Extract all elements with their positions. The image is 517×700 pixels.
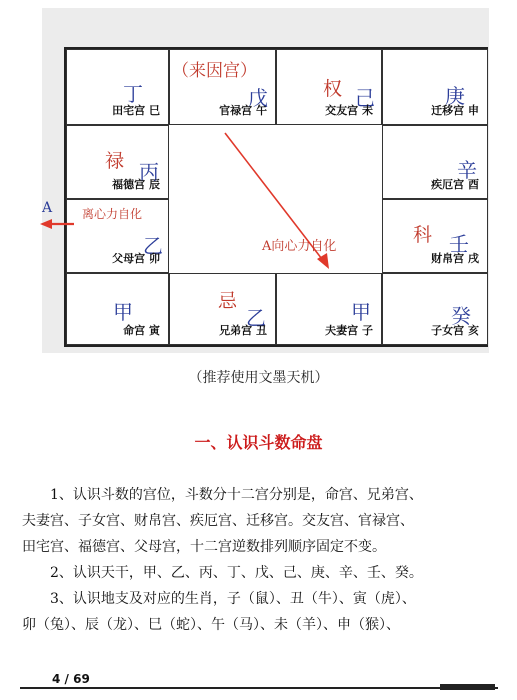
palace-label: 福德宫 辰 xyxy=(112,178,160,191)
outward-arrow-head xyxy=(40,219,52,229)
palace-label: 夫妻宫 子 xyxy=(325,324,373,337)
palace-label: 田宅宫 巳 xyxy=(112,104,160,117)
palace-label: 官禄宫 午 xyxy=(219,104,267,117)
heavenly-stem: 癸 xyxy=(451,304,471,328)
palace-fuqi xyxy=(276,273,382,345)
footer-rule xyxy=(20,687,498,689)
palace-label: 财帛宫 戌 xyxy=(431,252,479,265)
palace-label: 子女宫 亥 xyxy=(431,324,479,337)
palace-jiaoyou xyxy=(276,49,382,125)
paragraph-line: 2、认识天干，甲、乙、丙、丁、戊、己、庚、辛、壬、癸。 xyxy=(50,565,423,581)
palace-label: 交友宫 未 xyxy=(325,104,373,117)
palace-qianyi xyxy=(382,49,488,125)
paragraph-line: 夫妻宫、子女宫、财帛宫、疾厄宫、迁移宫。交友宫、官禄宫、 xyxy=(22,513,414,529)
center-self-label: A向心力自化 xyxy=(262,239,337,254)
palace-guanlu xyxy=(169,49,276,125)
figure-caption: （推荐使用文墨天机） xyxy=(188,370,329,386)
heavenly-stem: 丁 xyxy=(123,82,143,106)
heavenly-stem: 甲 xyxy=(351,300,371,324)
section-heading: 一、认识斗数命盘 xyxy=(194,433,323,452)
paragraph-line: 3、认识地支及对应的生肖，子（鼠）、丑（牛）、寅（虎）、 xyxy=(50,591,416,607)
outside-a-letter: A xyxy=(42,200,53,216)
palace-label: 疾厄宫 酉 xyxy=(431,178,479,191)
ziwei-chart xyxy=(64,47,488,347)
page-number: 4 / 69 xyxy=(52,672,90,686)
quan-mark: 权 xyxy=(323,78,343,100)
lu-mark: 禄 xyxy=(105,150,125,172)
palace-fude xyxy=(66,125,169,199)
laiyin-note: （来因宫） xyxy=(172,61,257,81)
heavenly-stem: 乙 xyxy=(246,306,266,330)
outward-arrow xyxy=(40,218,76,230)
heavenly-stem: 庚 xyxy=(445,84,465,108)
ji-mark: 忌 xyxy=(218,290,238,312)
palace-ming xyxy=(66,273,169,345)
palace-label: 命宫 寅 xyxy=(123,324,160,337)
palace-tianzhai xyxy=(66,49,169,125)
footer-bar xyxy=(440,684,495,690)
palace-caibo xyxy=(382,199,488,273)
heavenly-stem: 乙 xyxy=(143,234,163,258)
paragraph-line: 田宅宫、福德宫、父母宫，十二宫逆数排列顺序固定不变。 xyxy=(22,539,386,555)
heavenly-stem: 丙 xyxy=(139,160,159,184)
palace-label: 迁移宫 申 xyxy=(431,104,479,117)
heavenly-stem: 壬 xyxy=(449,232,469,256)
palace-jie xyxy=(382,125,488,199)
palace-zinu xyxy=(382,273,488,345)
paragraph-line: 卯（兔）、辰（龙）、巳（蛇）、午（马）、未（羊）、申（猴）、 xyxy=(22,617,400,633)
paragraph-line: 1、认识斗数的宫位，斗数分十二宫分别是，命宫、兄弟宫、 xyxy=(50,487,423,503)
heavenly-stem: 甲 xyxy=(113,300,133,324)
heavenly-stem: 辛 xyxy=(457,158,477,182)
palace-label: 父母宫 卯 xyxy=(112,252,160,265)
palace-xiongdi xyxy=(169,273,276,345)
heavenly-stem: 己 xyxy=(355,86,375,110)
outward-self-label: 离心力自化 xyxy=(82,207,143,221)
ke-mark: 科 xyxy=(413,224,433,246)
palace-label: 兄弟宫 丑 xyxy=(219,324,267,337)
heavenly-stem: 戊 xyxy=(248,86,268,110)
